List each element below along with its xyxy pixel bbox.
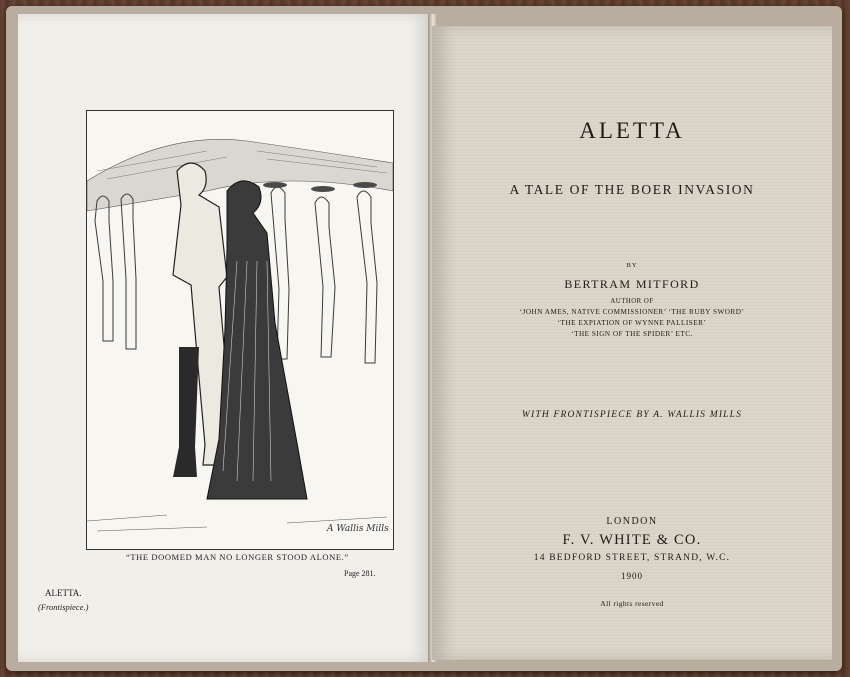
plate-label bbox=[38, 586, 88, 614]
rights-notice: All rights reserved bbox=[600, 599, 664, 608]
plate-subtitle: (Frontispiece.) bbox=[38, 602, 89, 612]
frontispiece-page bbox=[18, 14, 430, 662]
previous-works bbox=[432, 307, 832, 340]
by-line: BY bbox=[626, 262, 638, 269]
publisher-city: LONDON bbox=[606, 516, 658, 527]
publisher-name: F. V. WHITE & CO. bbox=[562, 532, 702, 548]
frontispiece-illustration bbox=[86, 110, 394, 550]
page-reference: Page 281. bbox=[344, 569, 376, 578]
publication-year: 1900 bbox=[621, 571, 643, 581]
previous-work: ‘THE SIGN OF THE SPIDER’ ETC. bbox=[571, 330, 693, 338]
book-subtitle: A TALE OF THE BOER INVASION bbox=[509, 182, 755, 197]
engraving-drawing bbox=[87, 111, 393, 549]
artist-signature: A Wallis Mills bbox=[327, 524, 389, 534]
frontispiece-credit: WITH FRONTISPIECE BY A. WALLIS MILLS bbox=[521, 410, 743, 420]
previous-work: ‘JOHN AMES, NATIVE COMMISSIONER’ ‘THE RUBY SWORD’ bbox=[519, 308, 745, 316]
illustration-caption: “THE DOOMED MAN NO LONGER STOOD ALONE.” bbox=[126, 552, 349, 562]
previous-work: ‘THE EXPIATION OF WYNNE PALLISER’ bbox=[557, 319, 707, 327]
author-of-label: AUTHOR OF bbox=[610, 298, 654, 305]
publisher-address: 14 BEDFORD STREET, STRAND, W.C. bbox=[533, 553, 731, 563]
book-title: ALETTA bbox=[579, 118, 685, 143]
author-name: BERTRAM MITFORD bbox=[564, 277, 700, 291]
title-page bbox=[432, 26, 832, 660]
plate-title: ALETTA. bbox=[44, 588, 82, 598]
